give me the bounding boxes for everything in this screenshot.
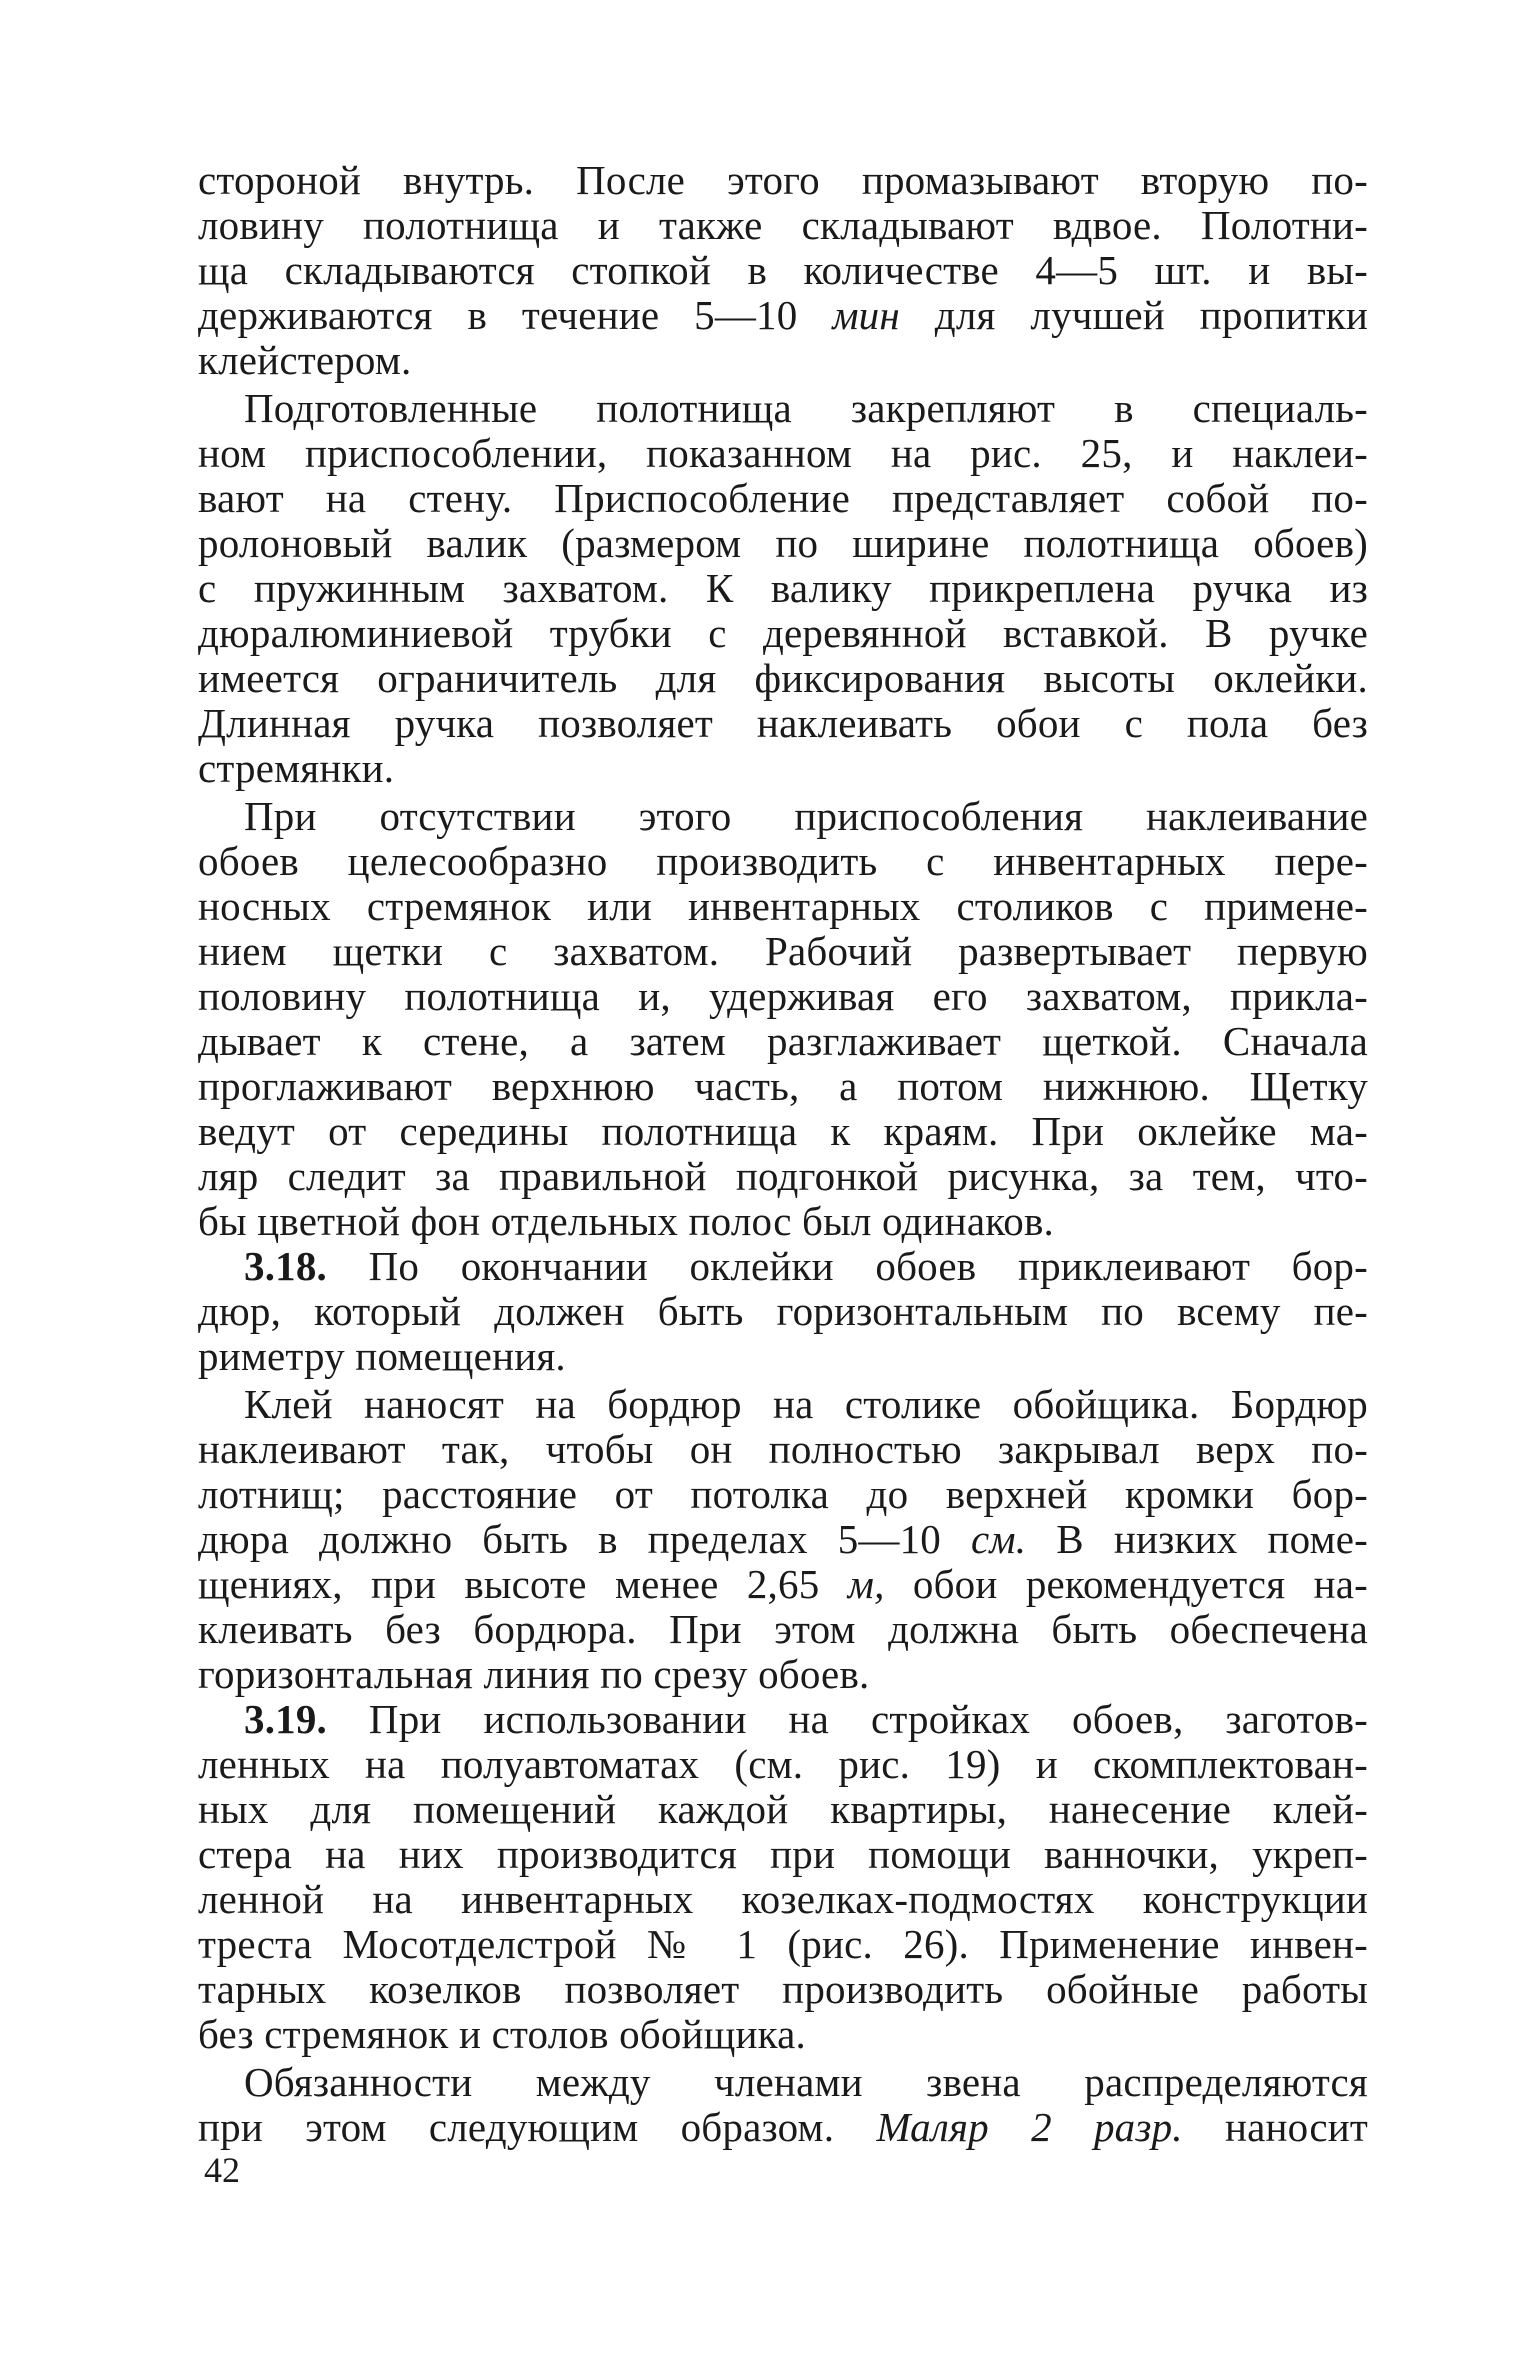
text-line: Подготовленные полотнища закрепляют в специаль- — [244, 385, 1368, 431]
section-number: 3.19. — [244, 1696, 327, 1742]
paragraph — [198, 158, 1368, 383]
text-line: стремянки. — [198, 745, 395, 791]
text-line: ща складываются стопкой в количестве 4—5 шт. и вы- — [198, 247, 1368, 293]
paragraph-section-3-19 — [198, 1697, 1368, 2057]
text-line: наклеивают так, чтобы он полностью закрывал верх по- — [198, 1426, 1368, 1472]
text-line: при этом следующим образом. Маляр 2 разр. наносит — [198, 2104, 1369, 2150]
text-line: клеивать без бордюра. При этом должна быть обеспечена — [198, 1606, 1368, 1652]
text-line: носных стремянок или инвентарных столиков с примене- — [198, 883, 1368, 929]
text-line: ном приспособлении, показанном на рис. 25, и наклеи- — [198, 430, 1368, 476]
text-line: Клей наносят на бордюр на столике обойщика. Бордюр — [244, 1381, 1368, 1427]
page-body — [198, 158, 1368, 2150]
text-line: щениях, при высоте менее 2,65 м, обои рекомендуется на- — [198, 1561, 1368, 1607]
paragraph-section-3-18 — [198, 1244, 1368, 1379]
text-line: ловину полотнища и также складывают вдвое. Полотни- — [198, 202, 1368, 248]
text-line: стороной внутрь. После этого промазывают вторую по- — [198, 157, 1368, 203]
text-line: горизонтальная линия по срезу обоев. — [198, 1651, 870, 1697]
paragraph — [198, 386, 1368, 791]
text-line: ролоновый валик (размером по ширине полотнища обоев) — [198, 520, 1368, 566]
text-line: с пружинным захватом. К валику прикреплена ручка из — [198, 565, 1368, 611]
text-line: вают на стену. Приспособление представляет собой по- — [198, 475, 1368, 521]
text-line: имеется ограничитель для фиксирования высоты оклейки. — [198, 655, 1368, 701]
paragraph — [198, 2060, 1368, 2150]
text-line: стера на них производится при помощи ванночки, укреп- — [198, 1831, 1368, 1877]
text-line — [198, 1697, 1368, 1742]
text-line: тарных козелков позволяет производить обойные работы — [198, 1966, 1368, 2012]
page-number: 42 — [204, 2150, 240, 2190]
text-line: без стремянок и столов обойщика. — [198, 2011, 806, 2057]
text-line: ленной на инвентарных козелках-подмостях конструкции — [198, 1876, 1368, 1922]
text-line: риметру помещения. — [198, 1333, 566, 1379]
text-line: Обязанности между членами звена распределяются — [244, 2059, 1368, 2105]
text-line: лотнищ; расстояние от потолка до верхней кромки бор- — [198, 1471, 1368, 1517]
text-line: ляр следит за правильной подгонкой рисунка, за тем, что- — [198, 1153, 1368, 1199]
text-line: дюра должно быть в пределах 5—10 см. В низких поме- — [198, 1516, 1368, 1562]
section-number: 3.18. — [244, 1243, 327, 1289]
text-line: При отсутствии этого приспособления наклеивание — [244, 793, 1368, 839]
text-line: обоев целесообразно производить с инвентарных пере- — [198, 838, 1368, 884]
text-line: дюр, который должен быть горизонтальным по всему пе- — [198, 1288, 1368, 1334]
text-line: половину полотнища и, удерживая его захватом, прикла- — [198, 973, 1368, 1019]
text-line: держиваются в течение 5—10 мин для лучшей пропитки — [198, 292, 1368, 338]
section-text: При использовании на стройках обоев, заготов- — [327, 1696, 1368, 1742]
text-line: дывает к стене, а затем разглаживает щеткой. Сначала — [198, 1018, 1368, 1064]
text-line: клейстером. — [198, 337, 412, 383]
text-line: треста Мосотделстрой № 1 (рис. 26). Применение инвен- — [198, 1921, 1368, 1967]
text-line: Длинная ручка позволяет наклеивать обои с пола без — [198, 700, 1368, 746]
text-line: ленных на полуавтоматах (см. рис. 19) и скомплектован- — [198, 1741, 1368, 1787]
text-line: нием щетки с захватом. Рабочий развертывает первую — [198, 928, 1368, 974]
text-line: бы цветной фон отдельных полос был одинаков. — [198, 1198, 1054, 1244]
section-text: По окончании оклейки обоев приклеивают бор- — [327, 1243, 1368, 1289]
text-line: проглаживают верхнюю часть, а потом нижнюю. Щетку — [198, 1063, 1368, 1109]
text-line: ведут от середины полотнища к краям. При оклейке ма- — [198, 1108, 1368, 1154]
paragraph — [198, 1382, 1368, 1697]
text-line: ных для помещений каждой квартиры, нанесение клей- — [198, 1786, 1368, 1832]
text-line — [198, 1244, 1368, 1289]
text-line: дюралюминиевой трубки с деревянной вставкой. В ручке — [198, 610, 1368, 656]
paragraph — [198, 794, 1368, 1244]
